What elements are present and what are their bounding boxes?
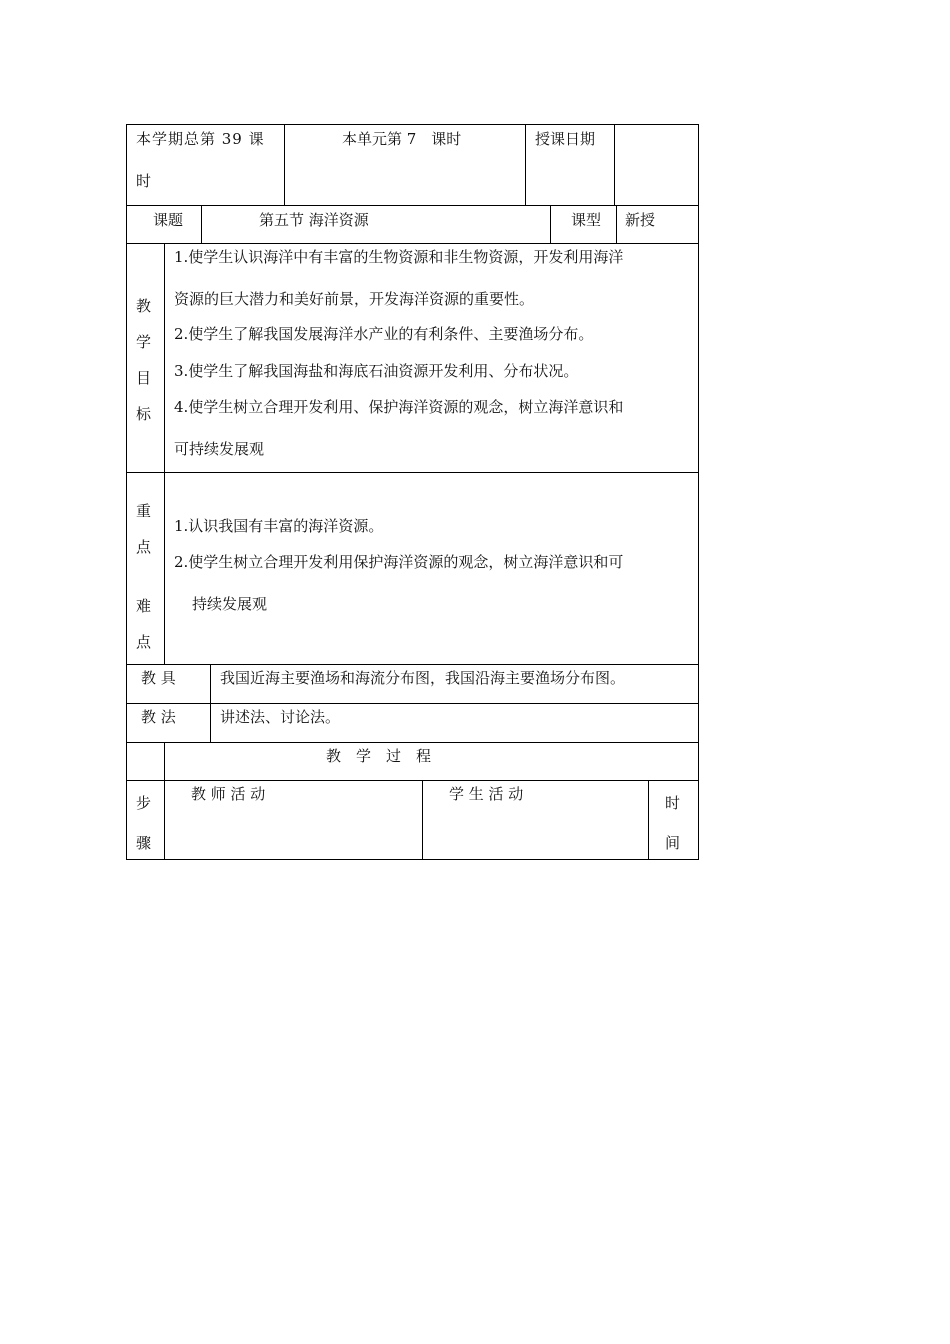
date-label: 授课日期 bbox=[535, 130, 596, 148]
type-value-cell bbox=[616, 206, 698, 243]
key-point-line: 2.使学生树立合理开发利用保护海洋资源的观念，树立海洋意识和可 bbox=[174, 553, 624, 571]
date-value-cell bbox=[614, 125, 698, 205]
tools-row bbox=[126, 664, 699, 703]
objective-line: 资源的巨大潜力和美好前景，开发海洋资源的重要性。 bbox=[174, 290, 535, 308]
topic-title: 第五节 海洋资源 bbox=[259, 211, 369, 229]
key-points-label-char: 点 bbox=[136, 538, 152, 556]
objectives-label-char: 标 bbox=[136, 405, 152, 423]
student-activity-header: 学 生 活 动 bbox=[449, 785, 524, 803]
key-points-label-top bbox=[136, 493, 151, 565]
objectives-row bbox=[126, 243, 699, 472]
objective-line: 4.使学生树立合理开发利用、保护海洋资源的观念，树立海洋意识和 bbox=[174, 398, 624, 416]
methods-label-cell bbox=[127, 704, 210, 742]
objectives-content-cell bbox=[164, 244, 698, 472]
methods-label: 教 法 bbox=[141, 708, 176, 726]
time-label bbox=[665, 783, 680, 863]
objective-line: 1.使学生认识海洋中有丰富的生物资源和非生物资源，开发利用海洋 bbox=[174, 248, 624, 266]
key-point-line: 1.认识我国有丰富的海洋资源。 bbox=[174, 517, 384, 535]
student-activity-cell bbox=[422, 781, 648, 859]
time-label-char: 间 bbox=[665, 834, 681, 852]
objectives-label-char: 教 bbox=[136, 297, 152, 315]
process-title-row bbox=[126, 742, 699, 780]
step-label bbox=[136, 783, 151, 863]
semester-total-cell bbox=[127, 125, 284, 205]
objectives-label-char: 目 bbox=[136, 369, 152, 387]
objective-line: 3.使学生了解我国海盐和海底石油资源开发利用、分布状况。 bbox=[174, 362, 579, 380]
key-points-label-bottom bbox=[136, 588, 151, 660]
methods-row bbox=[126, 703, 699, 742]
teacher-activity-cell bbox=[164, 781, 422, 859]
key-points-content-cell bbox=[164, 473, 698, 664]
objective-line: 2.使学生了解我国发展海洋水产业的有利条件、主要渔场分布。 bbox=[174, 325, 594, 343]
process-title: 教 学 过 程 bbox=[326, 747, 432, 765]
unit-lesson-text: 本单元第 7 课时 bbox=[342, 130, 462, 148]
key-point-line: 持续发展观 bbox=[192, 595, 268, 613]
objectives-label bbox=[136, 288, 151, 432]
type-label: 课型 bbox=[571, 211, 602, 229]
tools-label: 教 具 bbox=[141, 669, 176, 687]
semester-total-text-cont: 时 bbox=[136, 172, 152, 190]
key-points-row bbox=[126, 472, 699, 664]
objectives-label-cell bbox=[127, 244, 164, 472]
date-label-cell bbox=[525, 125, 614, 205]
step-label-char: 步 bbox=[136, 794, 152, 812]
time-label-char: 时 bbox=[665, 794, 681, 812]
header-row bbox=[126, 124, 699, 205]
topic-title-cell bbox=[201, 206, 550, 243]
process-title-cell bbox=[164, 743, 698, 780]
topic-label: 课题 bbox=[153, 211, 184, 229]
key-points-label-char: 点 bbox=[136, 633, 152, 651]
key-points-label-char: 难 bbox=[136, 597, 152, 615]
objective-line: 可持续发展观 bbox=[174, 440, 265, 458]
lesson-plan-table bbox=[126, 124, 699, 860]
key-points-label-cell bbox=[127, 473, 164, 664]
teacher-activity-header: 教 师 活 动 bbox=[191, 785, 266, 803]
methods-value: 讲述法、讨论法。 bbox=[220, 708, 341, 726]
topic-label-cell bbox=[127, 206, 201, 243]
key-points-label-char: 重 bbox=[136, 502, 152, 520]
tools-value: 我国近海主要渔场和海流分布图，我国沿海主要渔场分布图。 bbox=[220, 669, 626, 687]
semester-total-text: 本学期总第 39 课 bbox=[136, 130, 265, 148]
type-label-cell bbox=[550, 206, 616, 243]
unit-lesson-cell bbox=[284, 125, 525, 205]
tools-value-cell bbox=[210, 665, 698, 703]
process-header-row bbox=[126, 780, 699, 860]
methods-value-cell bbox=[210, 704, 698, 742]
step-label-char: 骤 bbox=[136, 834, 152, 852]
type-value: 新授 bbox=[625, 211, 656, 229]
topic-row bbox=[126, 205, 699, 243]
time-label-cell bbox=[648, 781, 698, 859]
process-title-blank-cell bbox=[127, 743, 164, 780]
objectives-label-char: 学 bbox=[136, 333, 152, 351]
step-label-cell bbox=[127, 781, 164, 859]
tools-label-cell bbox=[127, 665, 210, 703]
